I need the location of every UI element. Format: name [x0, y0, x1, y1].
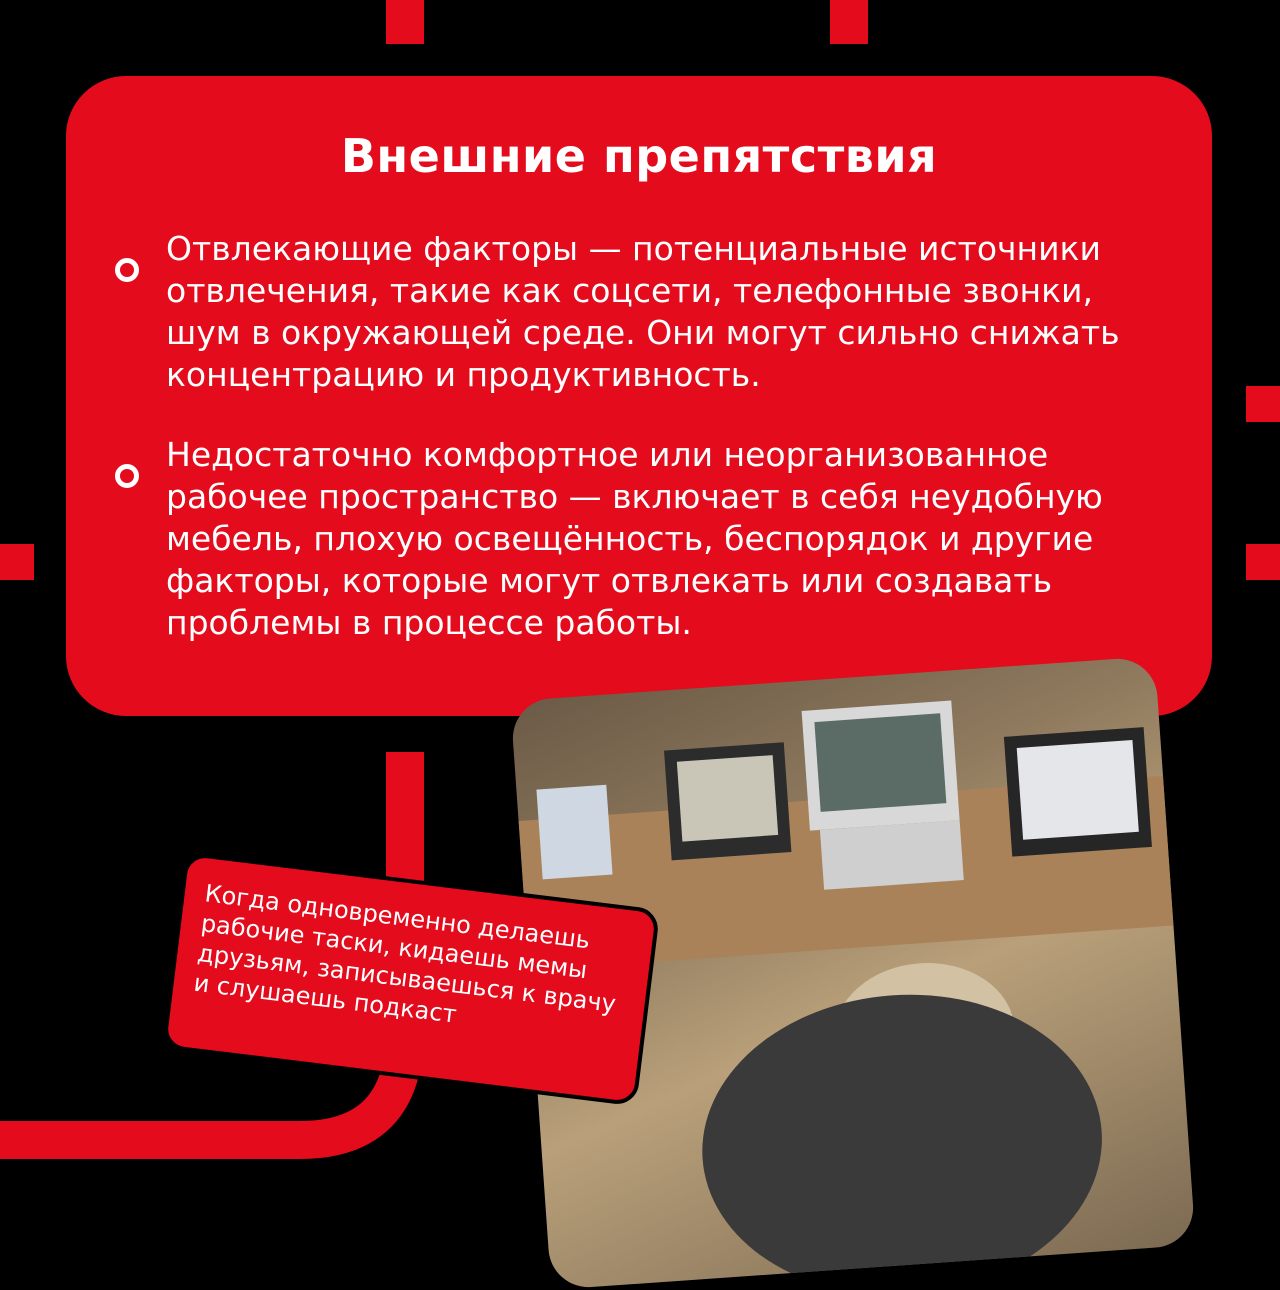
- page-title: Внешние препятствия: [340, 129, 938, 183]
- bullet-2-icon: [115, 464, 139, 488]
- caption-text: Когда одновременно делаешь рабочие таски, кидаешь мемы друзьям, записываешься к врачу и слушаешь подкаст: [192, 879, 618, 1029]
- bullet-2-text: Недостаточно комфортное или неорганизованное рабочее пространство — включает в себя неудобную мебель, плохую освещённость, беспорядок и другие факторы, которые могут отвлекать или создавать проблемы в процессе работы.: [166, 435, 1103, 642]
- bullet-1-text: Отвлекающие факторы — потенциальные источники отвлечения, такие как соцсети, телефонные звонки, шум в окружающей среде. Они могут сильно снижать концентрацию и продуктивность.: [166, 229, 1120, 394]
- bullet-1-icon: [115, 258, 139, 282]
